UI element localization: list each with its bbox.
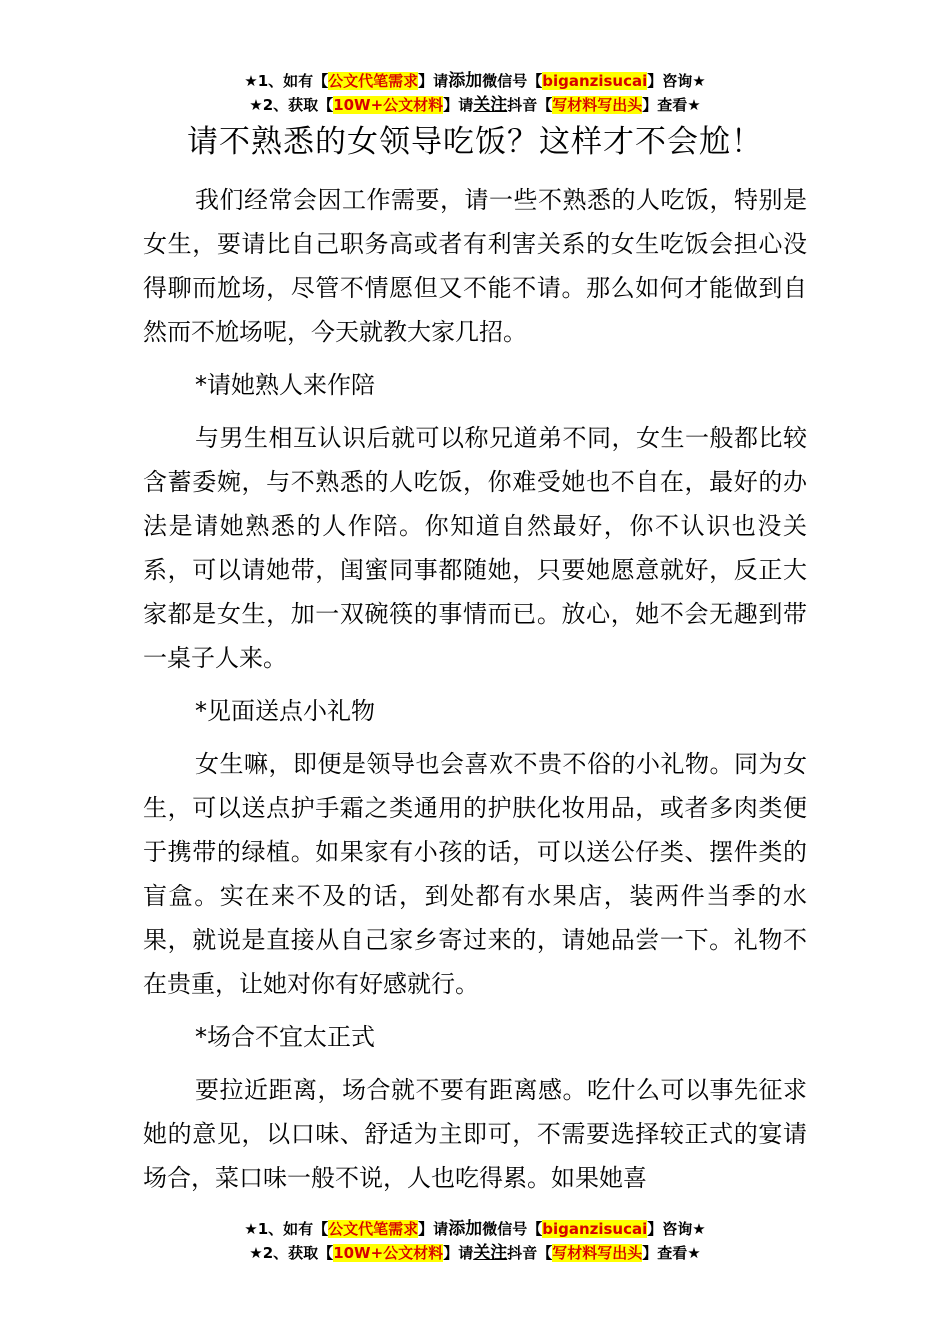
promo-line1-mid1: 】请 (418, 72, 449, 90)
top-promo-banner (0, 70, 950, 118)
section1-heading: *请她熟人来作陪 (195, 371, 375, 399)
promo-line-1 (0, 1218, 950, 1242)
promo-line2-emph: 关注 (473, 1243, 508, 1263)
section2-paragraph: 女生嘛，即便是领导也会喜欢不贵不俗的小礼物。同为女生，可以送点护手霜之类通用的护肤化妆用品，或者多肉类便于携带的绿植。如果家有小孩的话，可以送公仔类、摆件类的盲盒。实在来不及的话，到处都有水果店，装两件当季的水果，就说是直接从自己家乡寄过来的，请她品尝一下。礼物不在贵重，让她对你有好感就行。 (143, 750, 807, 998)
promo-line1-wechat-id: biganzisucai (542, 1220, 648, 1238)
section3-heading: *场合不宜太正式 (195, 1023, 375, 1051)
promo-line1-prefix: ★1、如有【 (244, 72, 329, 90)
promo-line1-mid2: 微信号【 (482, 1220, 543, 1238)
promo-line2-mid1: 】请 (443, 96, 474, 114)
promo-line-2 (0, 1242, 950, 1266)
promo-line2-suffix: 】查看★ (642, 1244, 701, 1262)
promo-line1-emph: 添加 (448, 1219, 483, 1239)
promo-line1-mid1: 】请 (418, 1220, 449, 1238)
promo-line1-mid2: 微信号【 (482, 72, 543, 90)
section1-paragraph: 与男生相互认识后就可以称兄道弟不同，女生一般都比较含蓄委婉，与不熟悉的人吃饭，你难受她也不自在，最好的办法是请她熟悉的人作陪。你知道自然最好，你不认识也没关系，可以请她带，闺蜜同事都随她，只要她愿意就好，反正大家都是女生，加一双碗筷的事情而已。放心，她不会无趣到带一桌子人来。 (143, 424, 807, 672)
promo-line1-suffix: 】咨询★ (647, 1220, 706, 1238)
promo-line-2 (0, 94, 950, 118)
promo-line2-emph: 关注 (473, 95, 508, 115)
promo-line2-douyin-account: 写材料写出头 (552, 1244, 643, 1262)
promo-line1-suffix: 】咨询★ (647, 72, 706, 90)
article-title: 请不熟悉的女领导吃饭？这样才不会尬！ (187, 124, 763, 160)
promo-line2-prefix: ★2、获取【 (249, 96, 334, 114)
promo-line1-highlight-service: 公文代笔需求 (328, 72, 419, 90)
promo-line2-douyin-account: 写材料写出头 (552, 96, 643, 114)
promo-line1-emph: 添加 (448, 71, 483, 91)
promo-line-1 (0, 70, 950, 94)
intro-paragraph: 我们经常会因工作需要，请一些不熟悉的人吃饭，特别是女生，要请比自己职务高或者有利害关系的女生吃饭会担心没得聊而尬场，尽管不情愿但又不能不请。那么如何才能做到自然而不尬场呢，今天就教大家几招。 (143, 186, 807, 346)
article-body (143, 178, 807, 1209)
promo-line2-highlight-materials: 10W+公文材料 (333, 96, 444, 114)
bottom-promo-banner (0, 1218, 950, 1266)
section3-paragraph: 要拉近距离，场合就不要有距离感。吃什么可以事先征求她的意见，以口味、舒适为主即可，不需要选择较正式的宴请场合，菜口味一般不说，人也吃得累。如果她喜 (143, 1076, 807, 1192)
promo-line1-wechat-id: biganzisucai (542, 72, 648, 90)
promo-line2-mid2: 抖音【 (507, 96, 553, 114)
promo-line2-highlight-materials: 10W+公文材料 (333, 1244, 444, 1262)
promo-line2-mid1: 】请 (443, 1244, 474, 1262)
section2-heading: *见面送点小礼物 (195, 697, 375, 725)
promo-line1-prefix: ★1、如有【 (244, 1220, 329, 1238)
promo-line2-mid2: 抖音【 (507, 1244, 553, 1262)
promo-line2-prefix: ★2、获取【 (249, 1244, 334, 1262)
promo-line1-highlight-service: 公文代笔需求 (328, 1220, 419, 1238)
promo-line2-suffix: 】查看★ (642, 96, 701, 114)
